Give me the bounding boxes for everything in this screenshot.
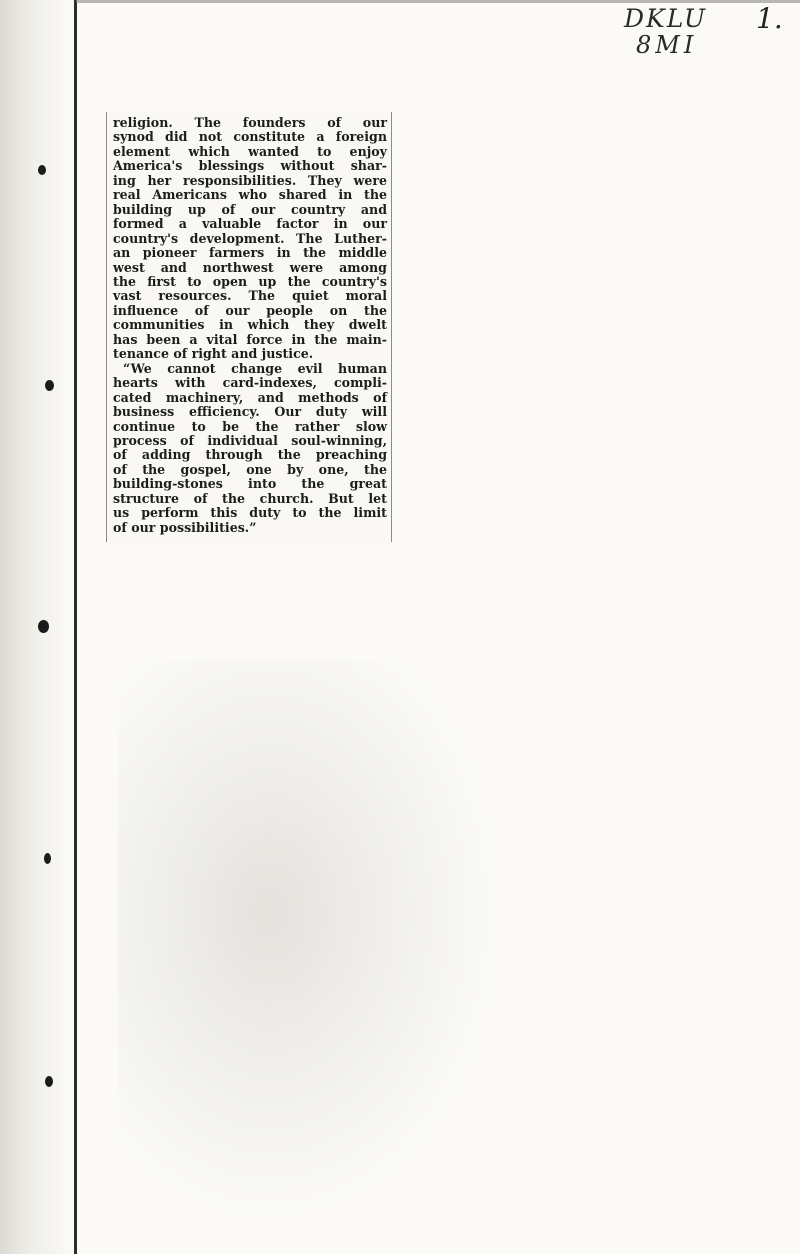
clipping-paragraph-1 <box>113 116 387 362</box>
text-line: us perform this duty to the limit <box>113 505 387 521</box>
punch-hole-3 <box>38 620 49 633</box>
catalog-mark-line2: 8MI <box>636 31 698 59</box>
text-line: the first to open up the country's <box>113 273 387 289</box>
text-line: of the gospel, one by one, the <box>113 461 387 477</box>
text-line: real Americans who shared in the <box>113 187 387 203</box>
text-line: element which wanted to enjoy <box>113 143 387 159</box>
text-line: formed a valuable factor in our <box>113 216 387 232</box>
text-line: “We cannot change evil human <box>123 360 387 376</box>
text-line: of adding through the preaching <box>113 447 387 463</box>
clipping-paragraph-2 <box>113 362 387 535</box>
handwritten-catalog-mark <box>624 4 734 60</box>
text-line: America's blessings without shar- <box>113 158 387 174</box>
page-edge-shadow <box>0 0 70 1254</box>
text-line: an pioneer farmers in the middle <box>113 245 387 261</box>
text-line: communities in which they dwelt <box>113 317 387 333</box>
paper-stain <box>118 660 498 1220</box>
text-line: continue to be the rather slow <box>113 418 387 434</box>
newspaper-clipping <box>106 112 392 542</box>
text-line: religion. The founders of our <box>113 115 387 130</box>
binding-fold-line <box>74 0 77 1254</box>
punch-hole-2 <box>45 380 54 391</box>
text-line: west and northwest were among <box>113 259 387 275</box>
punch-hole-5 <box>45 1076 53 1087</box>
catalog-mark-line1: DKLU <box>624 4 708 33</box>
text-line: ing her responsibilities. They were <box>113 172 387 188</box>
text-line: process of individual soul-winning, <box>113 432 387 448</box>
text-line: tenance of right and justice. <box>113 346 314 362</box>
text-line: has been a vital force in the main- <box>113 331 387 347</box>
text-line: of our possibilities.” <box>113 519 257 535</box>
text-line: building-stones into the great <box>113 476 387 492</box>
top-edge-line <box>76 0 800 3</box>
text-line: business efficiency. Our duty will <box>113 404 387 420</box>
text-line: structure of the church. But let <box>113 490 387 506</box>
text-line: building up of our country and <box>113 201 387 217</box>
text-line: cated machinery, and methods of <box>113 389 387 405</box>
punch-hole-4 <box>44 853 51 864</box>
text-line: influence of our people on the <box>113 302 387 318</box>
text-line: country's development. The Luther- <box>113 230 387 246</box>
handwritten-page-number: 1. <box>756 2 783 35</box>
text-line: synod did not constitute a foreign <box>113 129 387 145</box>
text-line: hearts with card-indexes, compli- <box>113 375 387 391</box>
punch-hole-1 <box>38 165 46 175</box>
text-line: vast resources. The quiet moral <box>113 288 387 304</box>
